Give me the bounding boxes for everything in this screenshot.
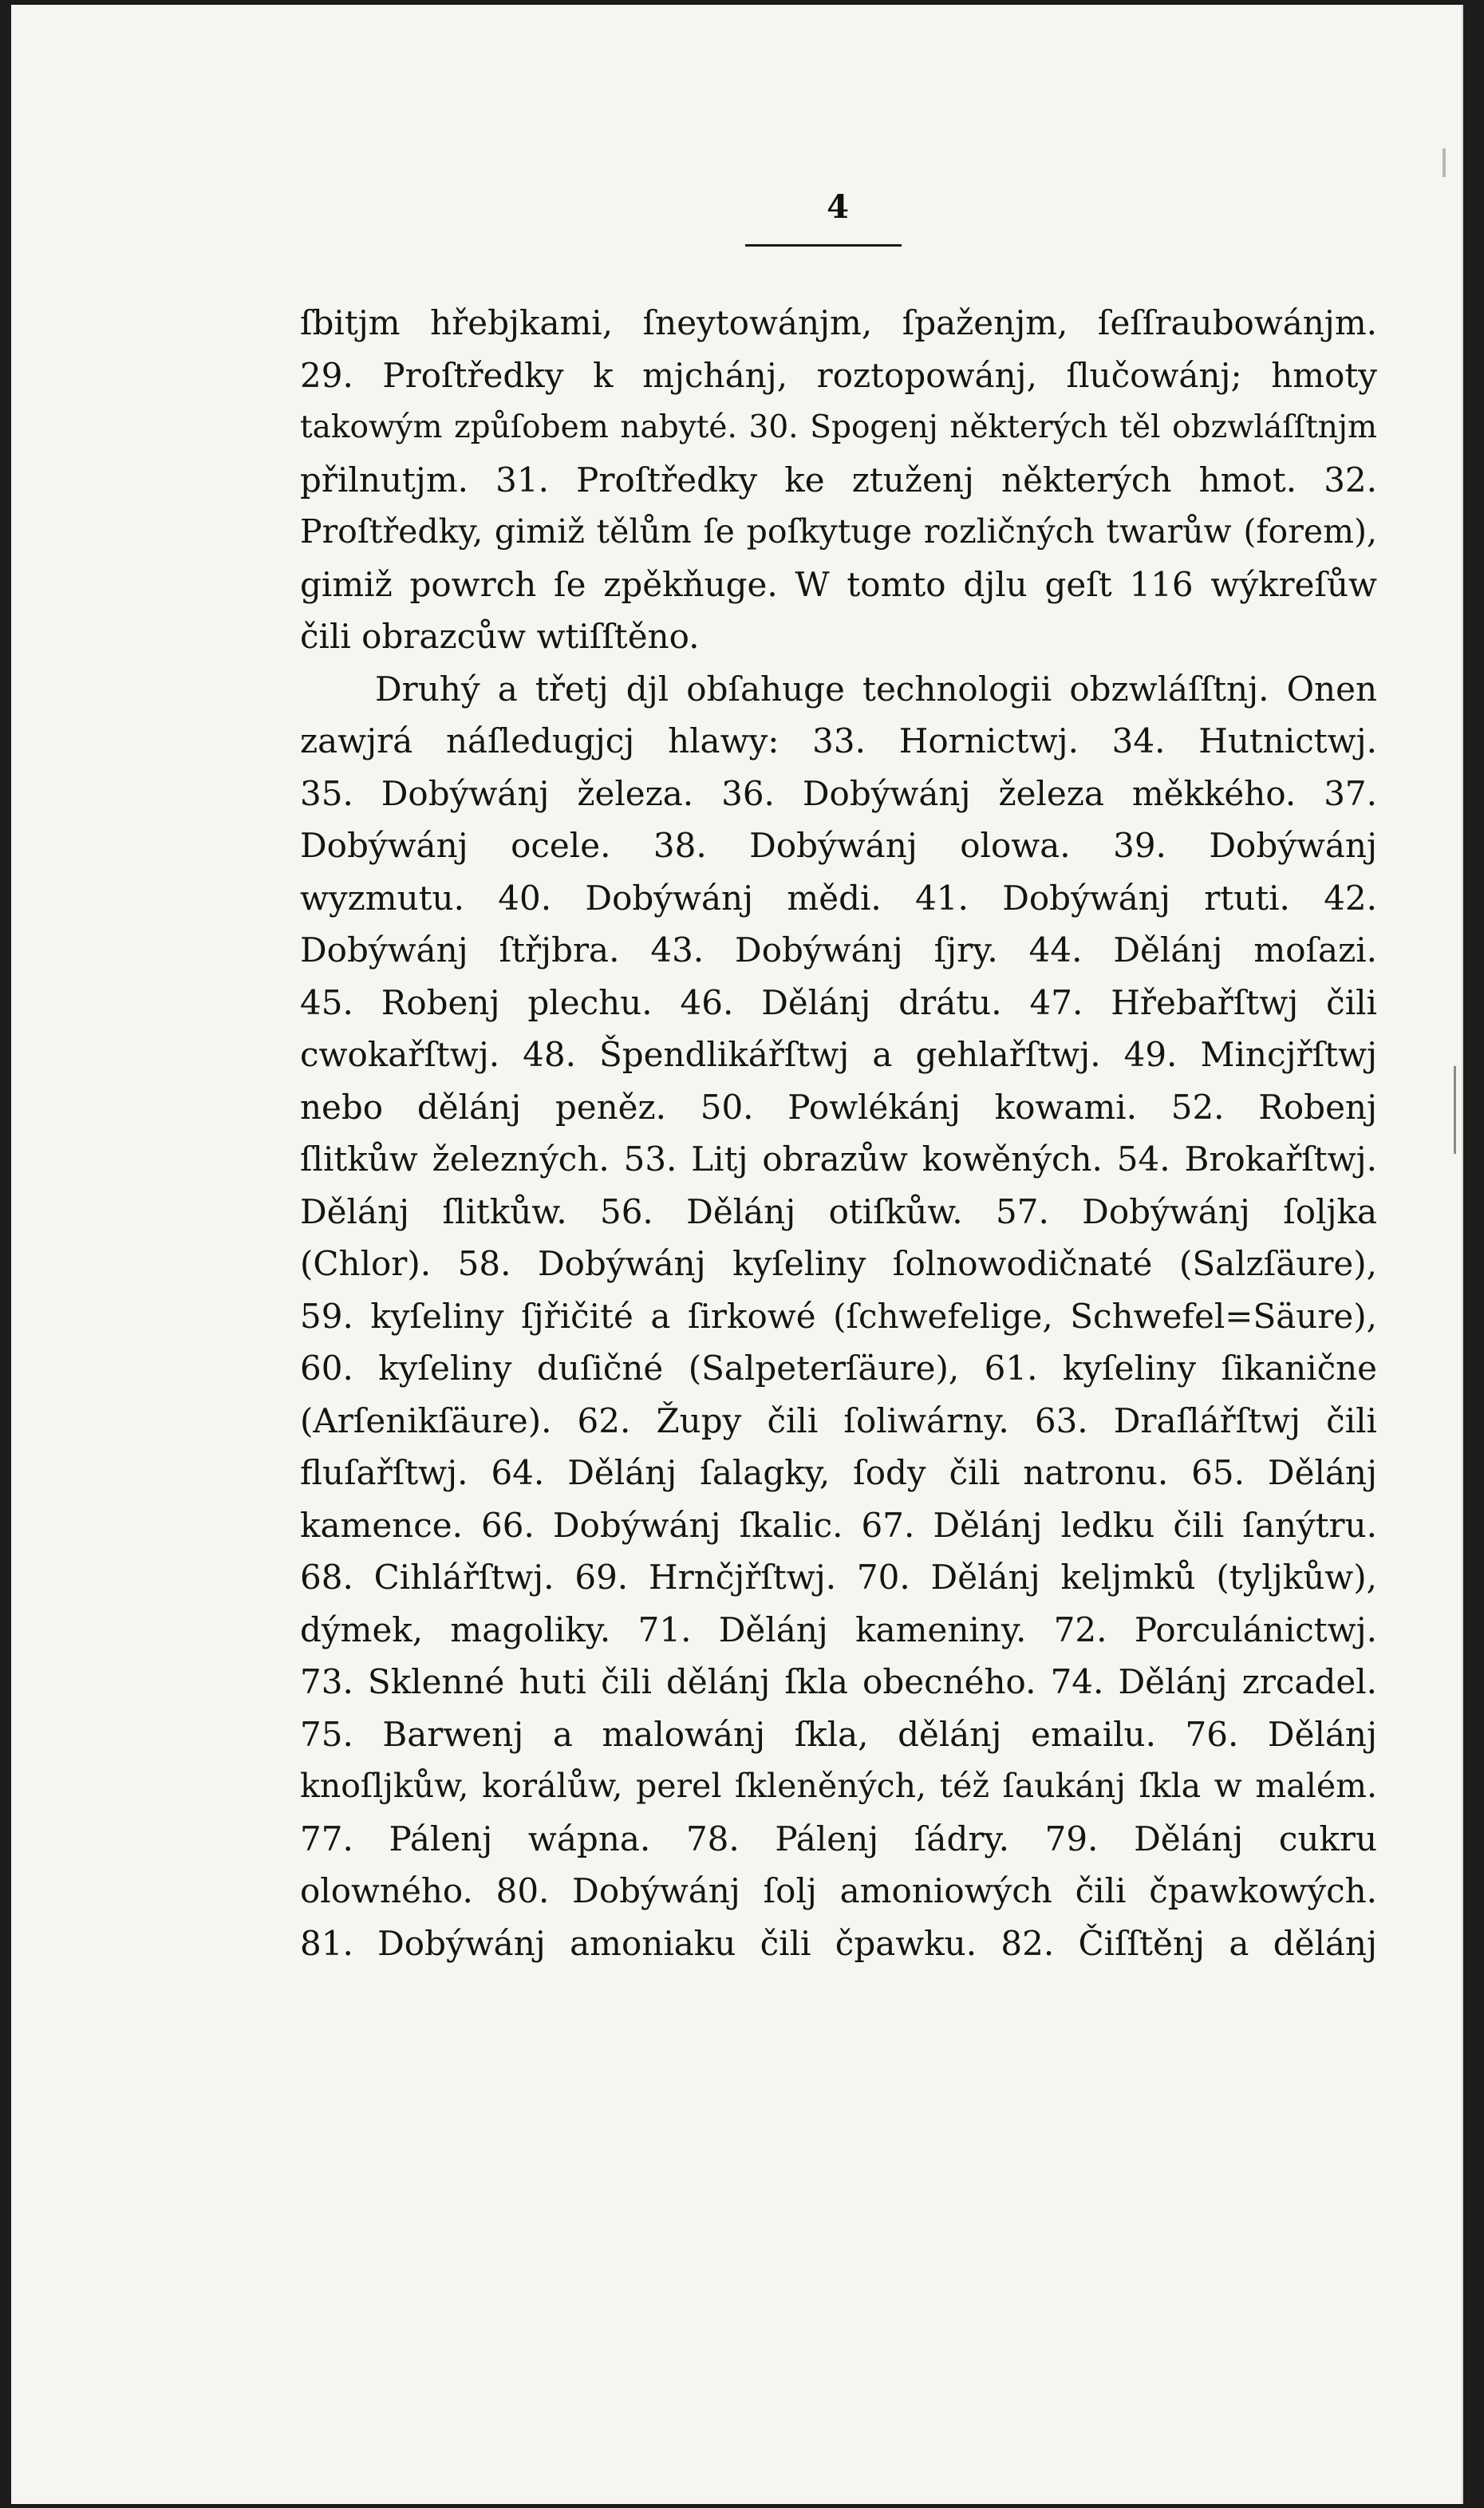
text-line: nebo dělánj peněz. 50. Powlékánj kowami. 52. Robenj: [300, 1087, 1377, 1127]
text-line: 45. Robenj plechu. 46. Dělánj drátu. 47. Hřebařſtwj čili: [300, 982, 1377, 1022]
margin-speck: [1443, 148, 1446, 177]
text-line: ſbitjm hřebjkami, ſneytowánjm, ſpaženjm, ſeſſraubowánjm.: [300, 303, 1377, 342]
text-line: čili obrazcůw wtiſſtěno.: [300, 617, 700, 656]
text-line: Dobýwánj ocele. 38. Dobýwánj olowa. 39. Dobýwánj: [300, 826, 1377, 865]
text-line: kamence. 66. Dobýwánj ſkalic. 67. Dělánj ledku čili ſanýtru.: [300, 1505, 1377, 1545]
text-line: Proſtředky, gimiž tělům ſe poſkytuge rozličných twarůw (forem),: [300, 512, 1377, 551]
text-line: (Chlor). 58. Dobýwánj kyſeliny ſolnowodičnaté (Salzſäure),: [300, 1244, 1377, 1283]
text-line: fluſařſtwj. 64. Dělánj ſalagky, ſody čili natronu. 65. Dělánj: [300, 1453, 1377, 1492]
text-line: 60. kyſeliny duſičné (Salpeterſäure), 61. kyſeliny ſikanične: [300, 1349, 1377, 1388]
text-line: (Arſenikſäure). 62. Župy čili ſoliwárny. 63. Draſlářſtwj čili: [300, 1400, 1377, 1440]
text-line: 81. Dobýwánj amoniaku čili čpawku. 82. Čiſſtěnj a dělánj: [300, 1923, 1377, 1963]
page-number: 4: [827, 188, 849, 226]
page-number-rule: [745, 244, 902, 247]
text-line: 77. Pálenj wápna. 78. Pálenj ſádry. 79. Dělánj cukru: [300, 1819, 1377, 1858]
text-line: 73. Sklenné huti čili dělánj ſkla obecného. 74. Dělánj zrcadel.: [300, 1662, 1377, 1701]
text-line: 68. Cihlářſtwj. 69. Hrnčjřſtwj. 70. Dělánj keljmků (tyljkůw),: [300, 1558, 1377, 1597]
fold-mark: [1454, 1066, 1456, 1154]
text-line: knoſljkůw, korálůw, perel ſkleněných, též ſaukánj ſkla w malém.: [300, 1767, 1377, 1805]
text-line: takowým způſobem nabyté. 30. Spogenj některých těl obzwláſſtnjm: [300, 409, 1377, 445]
text-line: gimiž powrch ſe zpěkňuge. W tomto djlu geſt 116 wýkreſůw: [300, 564, 1377, 604]
text-line: ſlitkůw železných. 53. Litj obrazůw kowěných. 54. Brokařſtwj.: [300, 1139, 1377, 1179]
text-line: cwokařſtwj. 48. Špendlikářſtwj a gehlařſtwj. 49. Mincjřſtwj: [300, 1035, 1377, 1074]
body-text: [300, 297, 1377, 1969]
text-line: Dobýwánj ſtřjbra. 43. Dobýwánj ſjry. 44. Dělánj moſazi.: [300, 930, 1377, 970]
text-line: přilnutjm. 31. Proſtředky ke ztuženj některých hmot. 32.: [300, 460, 1377, 500]
text-line: 59. kyſeliny ſjřičité a ſirkowé (ſchwefelige, Schwefel=Säure),: [300, 1296, 1377, 1336]
text-line: 35. Dobýwánj železa. 36. Dobýwánj železa měkkého. 37.: [300, 773, 1377, 813]
text-line: 75. Barwenj a malowánj ſkla, dělánj emailu. 76. Dělánj: [300, 1714, 1377, 1754]
paragraph-start-line: Druhý a třetj djl obſahuge technologii obzwláſſtnj. Onen: [375, 669, 1377, 709]
text-line: Dělánj ſlitkůw. 56. Dělánj otiſkůw. 57. Dobýwánj ſoljka: [300, 1191, 1377, 1231]
text-line: wyzmutu. 40. Dobýwánj mědi. 41. Dobýwánj rtuti. 42.: [300, 878, 1377, 918]
text-line: 29. Proſtředky k mjchánj, roztopowánj, ſlučowánj; hmoty: [300, 355, 1377, 395]
text-line: zawjrá náſledugjcj hlawy: 33. Hornictwj. 34. Hutnictwj.: [300, 721, 1377, 760]
text-line: olowného. 80. Dobýwánj ſolj amoniowých čili čpawkowých.: [300, 1871, 1377, 1910]
text-line: dýmek, magoliky. 71. Dělánj kameniny. 72. Porculánictwj.: [300, 1609, 1377, 1649]
